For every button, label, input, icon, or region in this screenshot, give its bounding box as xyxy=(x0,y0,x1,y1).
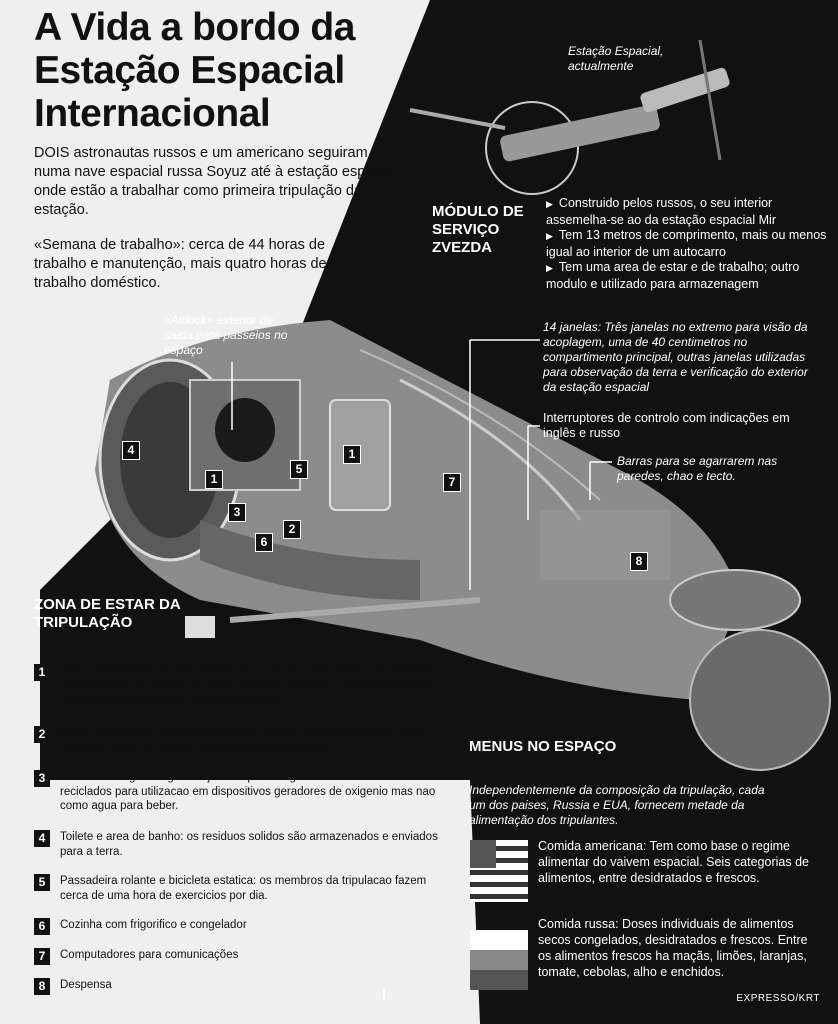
legend-text: Passadeira rolante e bicicleta estatica: os membros da tripulacao fazem cerca de uma hora de exercicios por dia. xyxy=(60,875,427,902)
crew-zone-heading: ZONA DE ESTAR DA TRIPULAÇÃO xyxy=(34,596,181,631)
diagram-marker-5: 5 xyxy=(290,460,308,479)
menus-intro: Independentemente da composição da tripulação, cada um dos paises, Russia e EUA, fornecem metade da alimentação dos tripulantes. xyxy=(469,783,765,827)
work-week-paragraph: «Semana de trabalho»: cerca de 44 horas de trabalho e manutenção, mais quatro horas de trabalho doméstico. xyxy=(34,237,327,291)
legend-text: Mesa para segurar a comida enquanto comem; tambem utilizada como escritorio, area de trabalho e bancada de reparacoes. xyxy=(60,727,424,754)
windows-label: 14 janelas: Três janelas no extremo para visão da acoplagem, uma de 40 centimetros no compartimento principal, outras janelas utilizadas para observação da terra e verificação do exterior da estação espacial xyxy=(543,320,808,394)
legend-item xyxy=(34,830,444,859)
legend-item xyxy=(34,948,444,963)
legend-text: Controlo de aguas: Aguas sujas e vapor de agua condensada sao reciclados para utilizacao em dispositivos geradores de oxigenio mas nao como agua para beber. xyxy=(60,771,436,812)
us-flag-icon xyxy=(470,840,528,902)
legend-item xyxy=(34,918,444,933)
diagram-marker-8: 8 xyxy=(630,552,648,571)
american-food-text: Comida americana: Tem como base o regime alimentar do vaivem espacial. Seis categorias de alimentos, entre desidratados e frescos. xyxy=(538,839,809,885)
legend-number: 2 xyxy=(34,726,50,743)
bullet-arrow-icon: ▶ xyxy=(546,199,553,209)
legend-text: Despensa xyxy=(60,979,112,991)
menus-heading: MENUS NO ESPAÇO xyxy=(469,738,617,755)
diagram-marker-1b: 1 xyxy=(205,470,223,489)
legend-text: Cozinha com frigorifico e congelador xyxy=(60,919,247,931)
legend-text: Dois compartimentos para dormir: cada um tem uma janela, um painel de comunicacoes e controlo de luzes; para nao deslizar, o astronauta dorme num saco leve de dormir, seguro na parede. xyxy=(60,665,435,706)
legend-item xyxy=(34,874,444,903)
diagram-marker-6: 6 xyxy=(255,533,273,552)
zvezda-bullets xyxy=(546,196,831,292)
legend-number: 1 xyxy=(34,664,50,681)
legend-number: 5 xyxy=(34,874,50,891)
handrails-label: Barras para se agarrarem nas paredes, chao e tecto. xyxy=(617,454,778,483)
zvezda-heading: MÓDULO DE SERVIÇO ZVEZDA xyxy=(432,203,524,256)
legend-number: 8 xyxy=(34,978,50,995)
diagram-marker-3: 3 xyxy=(228,503,246,522)
russia-flag-icon xyxy=(470,930,528,990)
legend-number: 4 xyxy=(34,830,50,847)
airlock-label: «Airlock» exterior de saida para passeios no espaço xyxy=(164,313,288,357)
diagram-marker-4: 4 xyxy=(122,441,140,460)
station-caption: Estação Espacial, actualmente xyxy=(568,44,664,73)
credit-line: EXPRESSO/KRT xyxy=(736,993,820,1004)
zvezda-bullet: ▶ Tem 13 metros de comprimento, mais ou menos igual ao interior de um autocarro xyxy=(546,228,827,259)
bullet-arrow-icon: ▶ xyxy=(546,231,553,241)
diagram-marker-7: 7 xyxy=(443,473,461,492)
legend-item xyxy=(34,726,444,755)
legend-item xyxy=(34,664,444,708)
legend-number: 7 xyxy=(34,948,50,965)
diagram-marker-1a: 1 xyxy=(343,445,361,464)
zvezda-bullet: ▶ Tem uma area de estar e de trabalho; outro modulo e utilizado para armazenagem xyxy=(546,260,800,291)
switches-label: Interruptores de controlo com indicações em inglês e russo xyxy=(543,411,790,440)
bullet-arrow-icon: ▶ xyxy=(546,263,553,273)
legend-text: Computadores para comunicações xyxy=(60,949,239,961)
legend-item xyxy=(34,770,444,814)
legend-item xyxy=(34,978,444,993)
page-title: A Vida a bordo da Estação Espacial Internacional xyxy=(34,6,355,135)
legend-number: 3 xyxy=(34,770,50,787)
legend-number: 6 xyxy=(34,918,50,935)
legend-text: Toilete e area de banho: os residuos solidos são armazenados e enviados para a terra. xyxy=(60,831,438,858)
russian-food-text: Comida russa: Doses individuais de alimentos secos congelados, desidratados e frescos. Entre os alimentos frescos ha maçãs, limões, laranjas, tomate, cebolas, alho e enchidos. xyxy=(538,917,808,979)
diagram-marker-2: 2 xyxy=(283,520,301,539)
lead-paragraph: DOIS astronautas russos e um americano seguiram numa nave espacial russa Soyuz até à estação espacial, onde estão a trabalhar como primeira tripulação da estação. xyxy=(34,145,400,218)
zvezda-bullet: ▶ Construido pelos russos, o seu interior assemelha-se ao da estação espacial Mir xyxy=(546,196,776,227)
